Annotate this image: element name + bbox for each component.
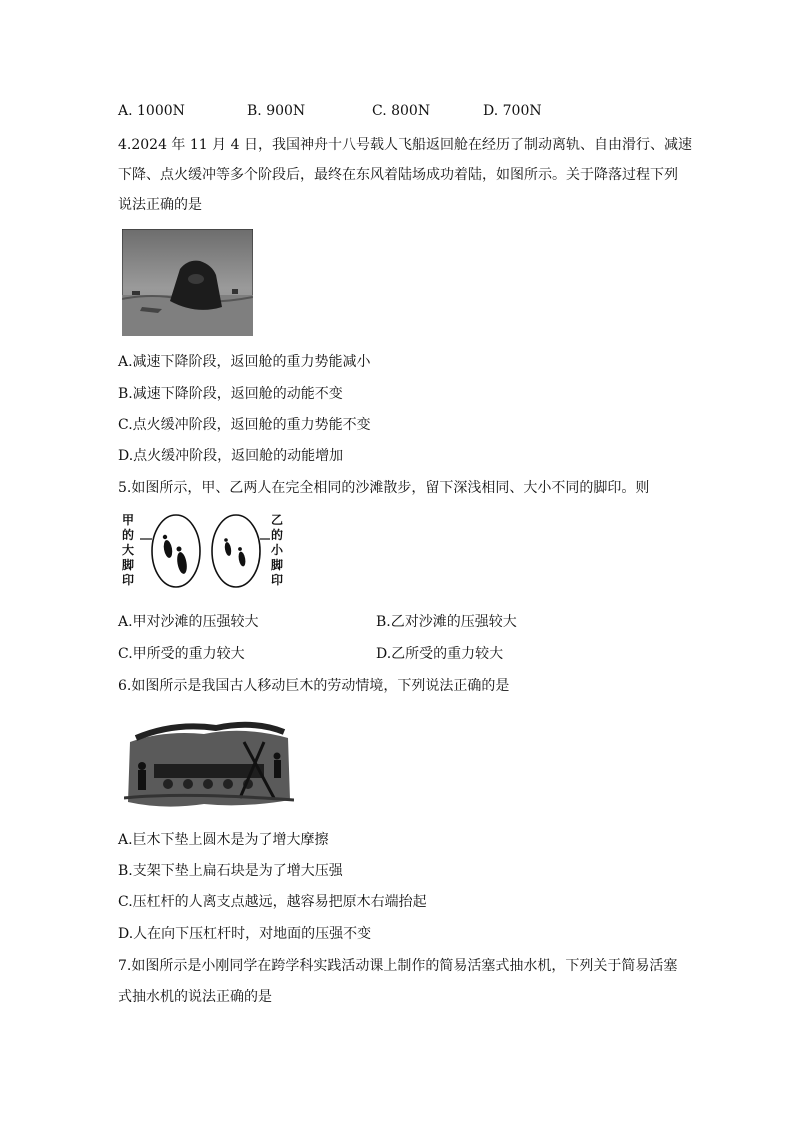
label-char: 印 [270,573,283,587]
q3-option-b: B. 900N [247,103,306,119]
q7-stem-line-1: 7.如图所示是小刚同学在跨学科实践活动课上制作的简易活塞式抽水机，下列关于简易活塞 [118,958,678,974]
footprints-figure [118,511,288,591]
q5-option-d: D.乙所受的重力较大 [376,646,504,662]
q5-stem: 5.如图所示，甲、乙两人在完全相同的沙滩散步，留下深浅相同、大小不同的脚印。则 [118,480,650,496]
q3-option-c: C. 800N [372,103,431,119]
q4-option-b: B.减速下降阶段，返回舱的动能不变 [118,386,343,402]
footprint-label-left [121,513,135,588]
q6-stem: 6.如图所示是我国古人移动巨木的劳动情境，下列说法正确的是 [118,678,510,694]
q6-option-d: D.人在向下压杠杆时，对地面的压强不变 [118,926,372,942]
q4-stem-line-2: 下降、点火缓冲等多个阶段后，最终在东风着陆场成功着陆，如图所示。关于降落过程下列 [118,167,678,183]
q4-option-c: C.点火缓冲阶段，返回舱的重力势能不变 [118,417,371,433]
q7-stem-line-2: 式抽水机的说法正确的是 [118,989,272,1005]
q4-option-a: A.减速下降阶段，返回舱的重力势能减小 [118,354,371,370]
q4-stem-line-1: 4.2024 年 11 月 4 日，我国神舟十八号载人飞船返回舱在经历了制动离轨、自由滑行、减速 [118,137,692,153]
q4-option-d: D.点火缓冲阶段，返回舱的动能增加 [118,448,344,464]
footprint-label-right [270,513,284,588]
q3-option-a: A. 1000N [118,103,185,119]
q5-option-b: B.乙对沙滩的压强较大 [376,614,517,630]
label-char: 的 [121,528,134,542]
q5-option-c: C.甲所受的重力较大 [118,646,245,662]
q6-option-b: B.支架下垫上扁石块是为了增大压强 [118,863,343,879]
moving-timber-illustration [124,712,294,814]
label-char: 的 [270,528,283,542]
q3-option-d: D. 700N [483,103,542,119]
label-char: 脚 [121,558,134,572]
label-char: 脚 [270,558,283,572]
label-char: 小 [270,543,283,557]
label-char: 印 [121,573,134,587]
label-char: 大 [121,543,134,557]
q4-stem-line-3: 说法正确的是 [118,197,202,213]
label-char: 甲 [121,513,134,527]
return-capsule-photo [122,229,253,336]
q6-option-a: A.巨木下垫上圆木是为了增大摩擦 [118,832,329,848]
q5-option-a: A.甲对沙滩的压强较大 [118,614,259,630]
label-char: 乙 [270,513,283,527]
q6-option-c: C.压杠杆的人离支点越远，越容易把原木右端抬起 [118,894,427,910]
